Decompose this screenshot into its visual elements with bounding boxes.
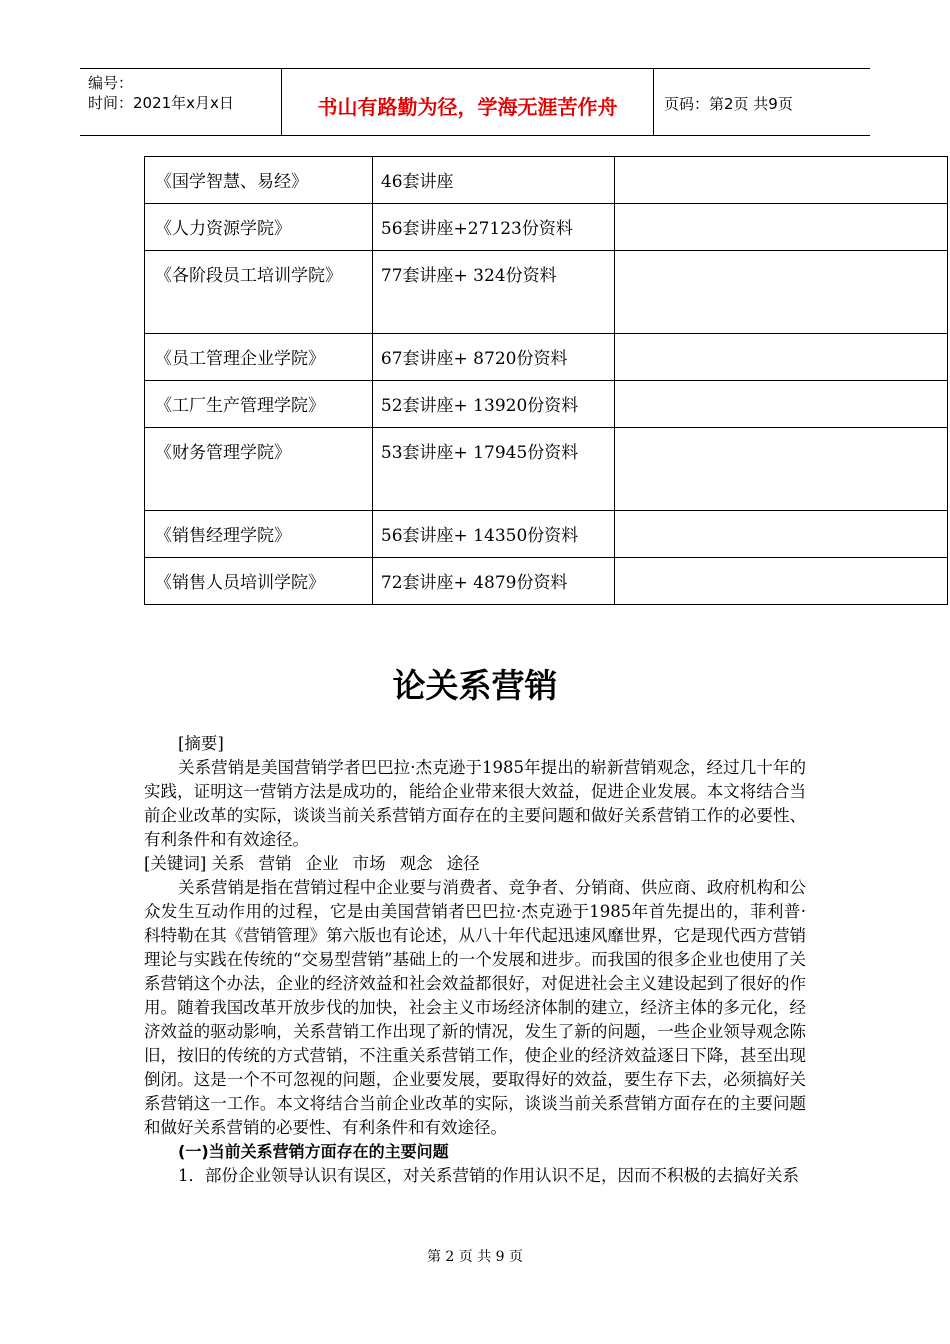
- keyword: 营销: [258, 854, 292, 873]
- course-content-cell: 56套讲座+ 14350份资料: [372, 511, 614, 558]
- course-note-cell: [614, 428, 947, 511]
- course-note-cell: [614, 511, 947, 558]
- course-name-cell: 《工厂生产管理学院》: [145, 381, 373, 428]
- keyword: 市场: [352, 854, 386, 873]
- course-name-cell: 《财务管理学院》: [145, 428, 373, 511]
- course-table-body: [145, 157, 948, 605]
- keywords-line: [144, 852, 806, 876]
- course-content-cell: 77套讲座+ 324份资料: [372, 251, 614, 334]
- course-content-cell: 46套讲座: [372, 157, 614, 204]
- course-name-cell: 《国学智慧、易经》: [145, 157, 373, 204]
- course-content-cell: 53套讲座+ 17945份资料: [372, 428, 614, 511]
- header-page-info: 页码：第2页 共9页: [664, 95, 793, 113]
- article-body: [144, 732, 806, 1188]
- body-paragraph: 关系营销是指在营销过程中企业要与消费者、竞争者、分销商、供应商、政府机构和公众发生互动作用的过程，它是由美国营销者巴巴拉·杰克逊于1985年首先提出的，菲利普·科特勒在其《营销管理》第六版也有论述，从八十年代起迅速风靡世界，它是现代西方营销理论与实践在传统的“交易型营销”基础上的一个发展和进步。而我国的很多企业也使用了关系营销这个办法，企业的经济效益和社会效益都很好，对促进社会主义建设起到了很好的作用。随着我国改革开放步伐的加快，社会主义市场经济体制的建立，经济主体的多元化，经济效益的驱动影响，关系营销工作出现了新的情况，发生了新的问题，一些企业领导观念陈旧，按旧的传统的方式营销，不注重关系营销工作，使企业的经济效益逐日下降，甚至出现倒闭。这是一个不可忽视的问题，企业要发展，要取得好的效益，要生存下去，必须搞好关系营销这一工作。本文将结合当前企业改革的实际，谈谈当前关系营销方面存在的主要问题和做好关系营销的必要性、有利条件和有效途径。: [144, 878, 806, 1137]
- course-note-cell: [614, 157, 947, 204]
- course-note-cell: [614, 334, 947, 381]
- abstract-text: 关系营销是美国营销学者巴巴拉·杰克逊于1985年提出的崭新营销观念，经过几十年的实践，证明这一营销方法是成功的，能给企业带来很大效益，促进企业发展。本文将结合当前企业改革的实际，谈谈当前关系营销方面存在的主要问题和做好关系营销工作的必要性、有利条件和有效途径。: [144, 758, 806, 849]
- table-row: [145, 511, 948, 558]
- course-name-cell: 《各阶段员工培训学院》: [145, 251, 373, 334]
- course-note-cell: [614, 251, 947, 334]
- course-table: [144, 156, 948, 605]
- course-content-cell: 72套讲座+ 4879份资料: [372, 558, 614, 605]
- keyword: 企业: [305, 854, 339, 873]
- header-meta: [80, 69, 282, 135]
- table-row: [145, 204, 948, 251]
- course-name-cell: 《销售经理学院》: [145, 511, 373, 558]
- section-heading: (一)当前关系营销方面存在的主要问题: [178, 1142, 449, 1161]
- keywords-label: [关键词]: [144, 854, 207, 873]
- time-label: 时间：2021年x月x日: [88, 94, 234, 112]
- table-row: [145, 558, 948, 605]
- article-title: 论关系营销: [392, 666, 558, 705]
- course-note-cell: [614, 204, 947, 251]
- keyword: 关系: [211, 854, 245, 873]
- header-motto: 书山有路勤为径，学海无涯苦作舟: [282, 69, 654, 135]
- table-row: [145, 428, 948, 511]
- page-header: [80, 68, 870, 136]
- course-content-cell: 52套讲座+ 13920份资料: [372, 381, 614, 428]
- doc-number-label: 编号：: [88, 74, 134, 92]
- keyword: 途径: [446, 854, 480, 873]
- table-row: [145, 251, 948, 334]
- table-row: [145, 334, 948, 381]
- point-1: 1．部份企业领导认识有误区，对关系营销的作用认识不足，因而不积极的去搞好关系: [178, 1166, 799, 1185]
- course-note-cell: [614, 381, 947, 428]
- page-footer: 第 2 页 共 9 页: [426, 1249, 524, 1265]
- keyword: 观念: [399, 854, 433, 873]
- table-row: [145, 381, 948, 428]
- keywords-list: [212, 854, 494, 873]
- abstract-label: [摘要]: [178, 734, 224, 753]
- course-content-cell: 56套讲座+27123份资料: [372, 204, 614, 251]
- course-name-cell: 《员工管理企业学院》: [145, 334, 373, 381]
- course-name-cell: 《销售人员培训学院》: [145, 558, 373, 605]
- table-row: [145, 157, 948, 204]
- course-content-cell: 67套讲座+ 8720份资料: [372, 334, 614, 381]
- course-note-cell: [614, 558, 947, 605]
- course-name-cell: 《人力资源学院》: [145, 204, 373, 251]
